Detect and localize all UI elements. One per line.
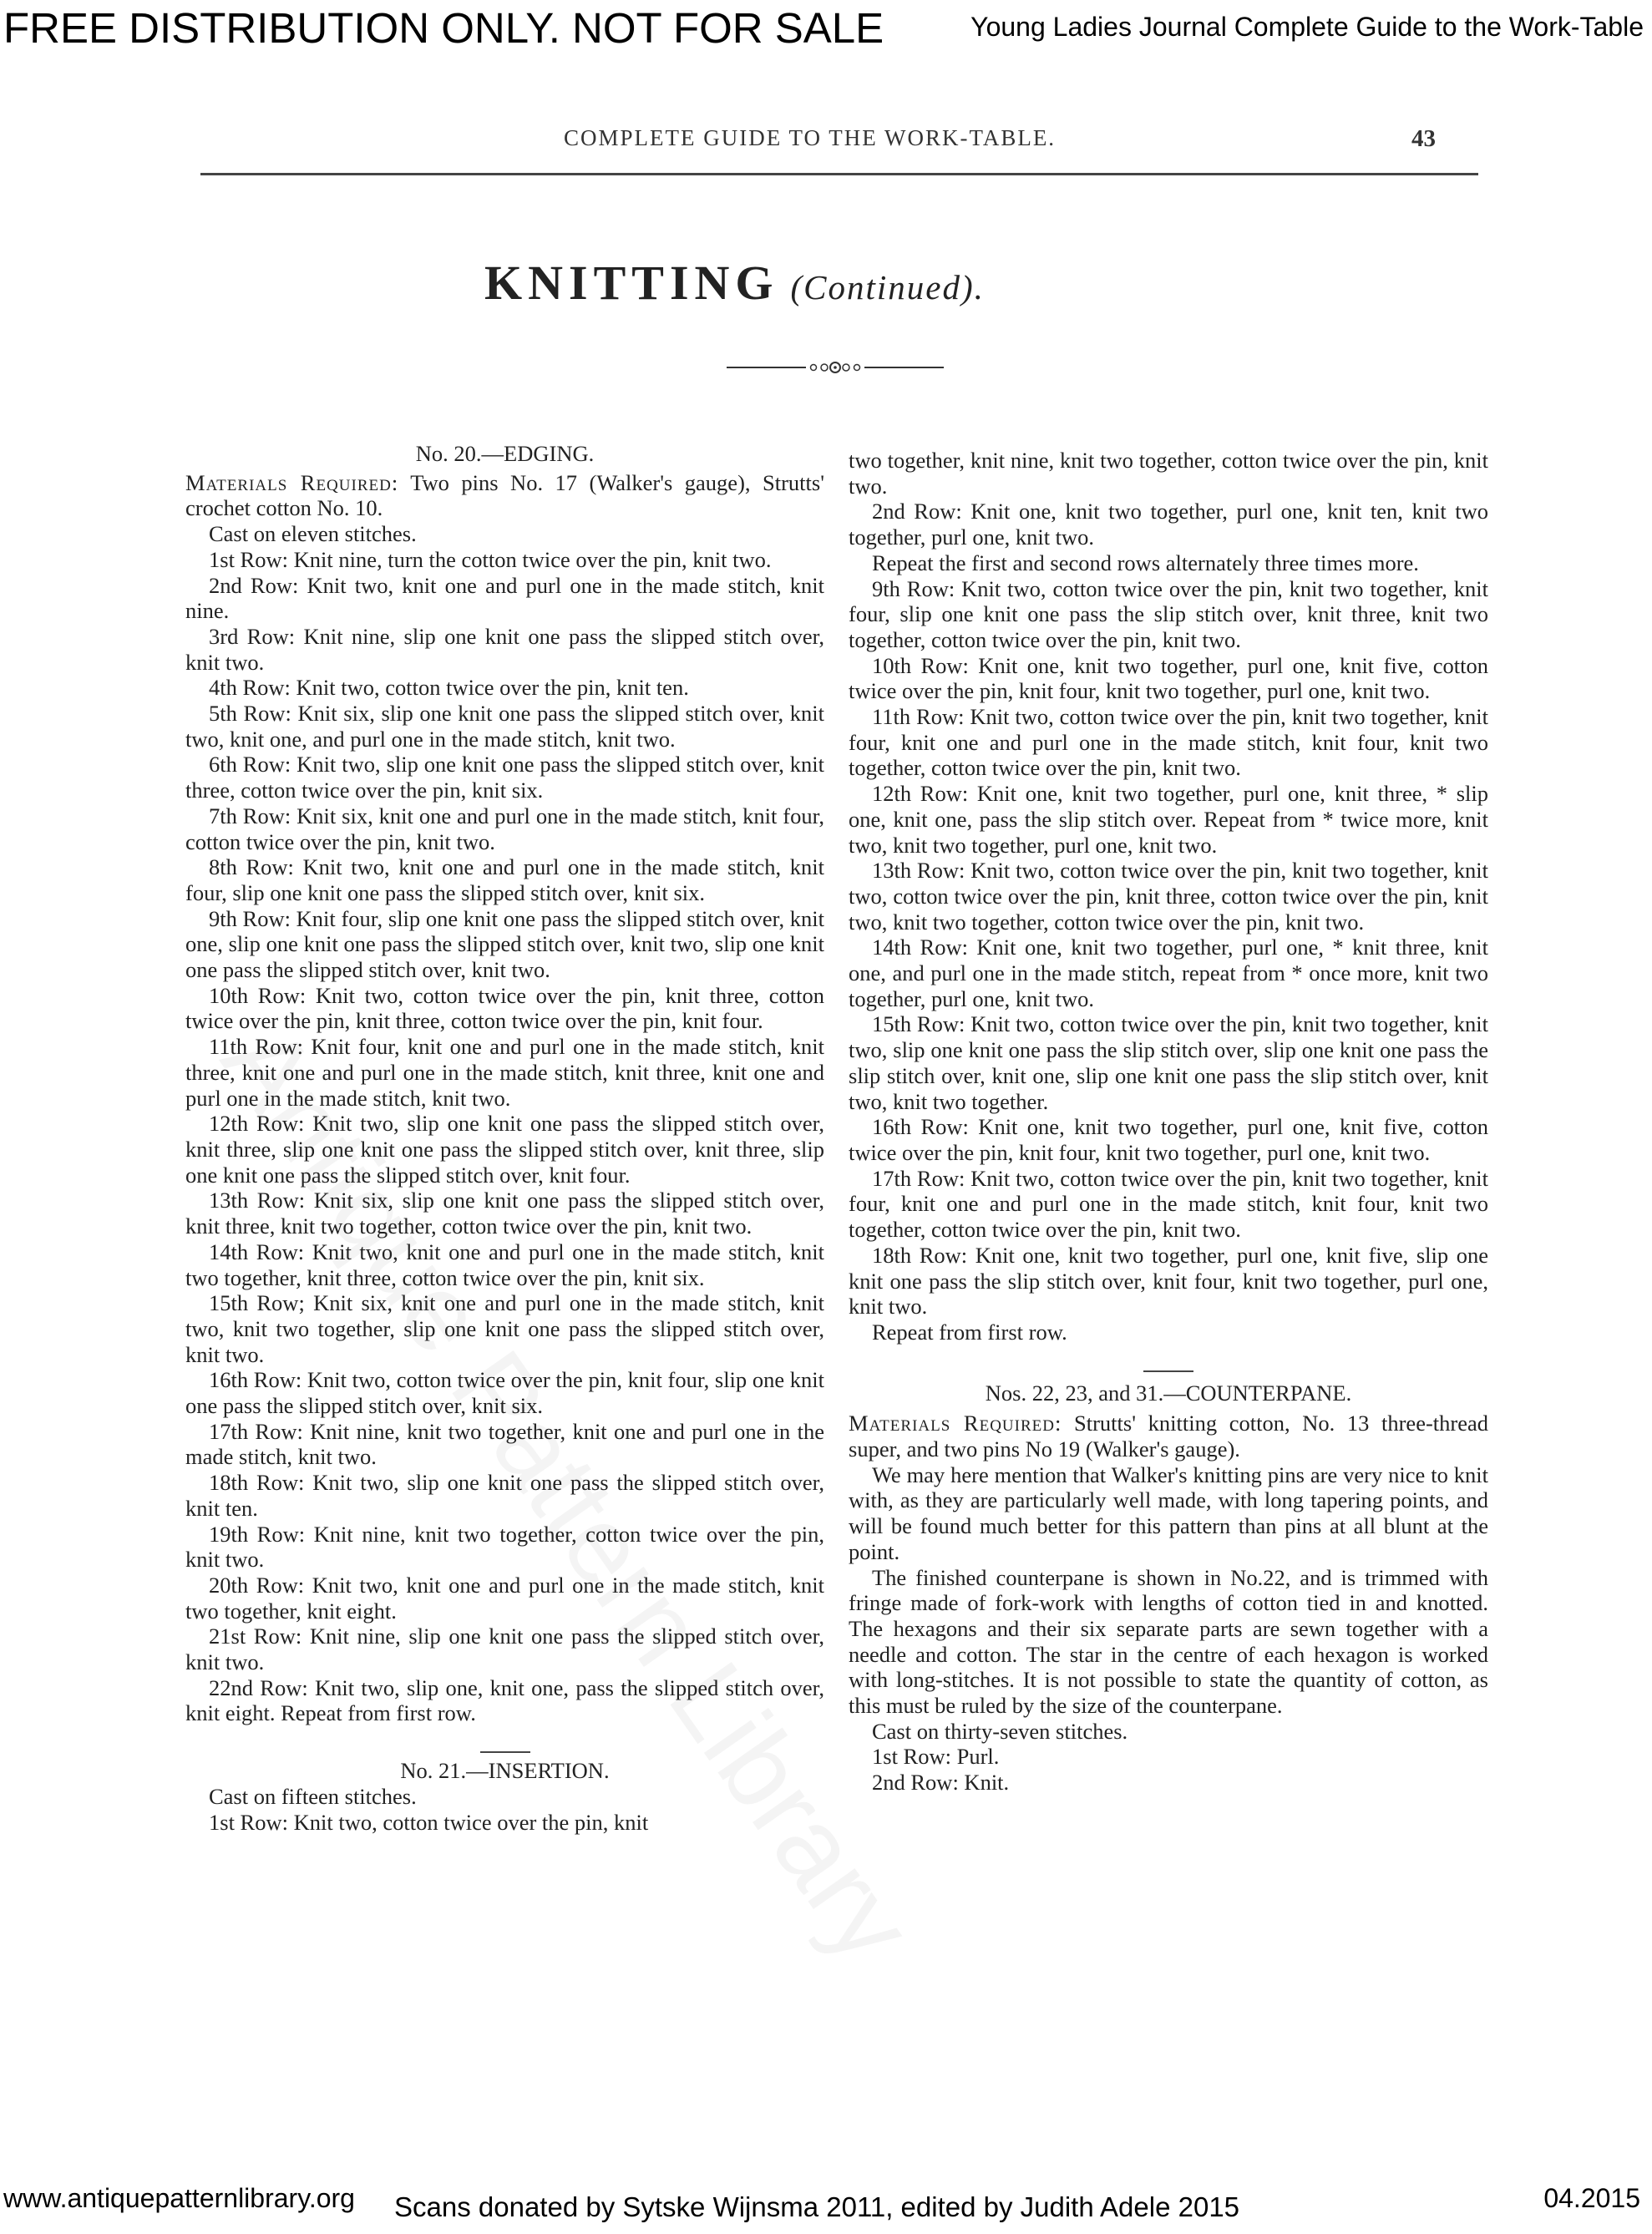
header-rule bbox=[200, 173, 1478, 175]
pattern-row: 10th Row: Knit one, knit two together, purl one, knit five, cotton twice over the pin, knit four, knit two together, purl one, knit two. bbox=[849, 652, 1488, 704]
edging-heading: No. 20.—EDGING. bbox=[415, 441, 595, 466]
pattern-row: 5th Row: Knit six, slip one knit one pass the slipped stitch over, knit two, knit one, and purl one in the made stitch, knit two. bbox=[185, 701, 824, 752]
running-head-title: COMPLETE GUIDE TO THE WORK-TABLE. bbox=[564, 125, 1057, 150]
pattern-row: 11th Row: Knit four, knit one and purl one in the made stitch, knit three, knit one and purl one in the made stitch, knit three, knit one and purl one in the made stitch, knit two. bbox=[185, 1034, 824, 1111]
book-title-header: Young Ladies Journal Complete Guide to the Work-Table bbox=[970, 12, 1644, 42]
pattern-row: 12th Row: Knit one, knit two together, purl one, knit three, * slip one, knit one, pass the slip stitch over. Repeat from * twice more, knit two, knit two together, purl one, knit two. bbox=[849, 781, 1488, 858]
materials-paragraph bbox=[185, 470, 824, 521]
pattern-row: 20th Row: Knit two, knit one and purl one in the made stitch, knit two together, knit eight. bbox=[185, 1572, 824, 1624]
materials-label: Materials Required: bbox=[185, 469, 399, 495]
materials-paragraph bbox=[849, 1411, 1488, 1461]
pattern-row: 10th Row: Knit two, cotton twice over the pin, knit three, cotton twice over the pin, knit three, cotton twice over the pin, knit four. bbox=[185, 982, 824, 1034]
pattern-row: 3rd Row: Knit nine, slip one knit one pass the slipped stitch over, knit two. bbox=[185, 623, 824, 675]
pattern-row: 9th Row: Knit two, cotton twice over the pin, knit two together, knit four, slip one knit one pass the slip stitch over, knit three, knit two together, cotton twice over the pin, knit two. bbox=[849, 575, 1488, 652]
insertion-cast-on: Cast on fifteen stitches. bbox=[209, 1783, 417, 1809]
pattern-row: 14th Row: Knit one, knit two together, purl one, * knit three, knit one, and purl one in the made stitch, repeat from * once more, knit two together, purl one, knit two. bbox=[849, 935, 1488, 1011]
pattern-row: 18th Row: Knit two, slip one knit one pass the slipped stitch over, knit ten. bbox=[185, 1470, 824, 1521]
continuation-text: two together, knit nine, knit two together, cotton twice over the pin, knit two. bbox=[849, 448, 1488, 499]
pattern-row: 21st Row: Knit nine, slip one knit one pass the slipped stitch over, knit two. bbox=[185, 1624, 824, 1675]
page-title bbox=[484, 255, 985, 311]
pattern-row: 16th Row: Knit two, cotton twice over the pin, knit four, slip one knit one pass the slipped stitch over, knit six. bbox=[185, 1367, 824, 1419]
cast-on-line: Cast on eleven stitches. bbox=[209, 521, 417, 547]
section-rule bbox=[480, 1751, 530, 1753]
pattern-row: 13th Row: Knit six, slip one knit one pass the slipped stitch over, knit three, knit two together, cotton twice over the pin, knit two. bbox=[185, 1188, 824, 1239]
materials-label: Materials Required: bbox=[849, 1411, 1062, 1436]
pattern-row: 4th Row: Knit two, cotton twice over the pin, knit ten. bbox=[209, 675, 689, 701]
pattern-row: 15th Row: Knit two, cotton twice over the pin, knit two together, knit two, slip one knit one pass the slip stitch over, slip one knit one pass the slip stitch over, knit one, slip one knit one pass the slip stitch over, knit two, knit two together. bbox=[849, 1011, 1488, 1114]
pattern-row: We may here mention that Walker's knitting pins are very nice to knit with, as they are particularly well made, with long tapering points, and will be found much better for this pattern than pins at all blunt at the point. bbox=[849, 1461, 1488, 1564]
pattern-row: The finished counterpane is shown in No.22, and is trimmed with fringe made of fork-work with lengths of cotton tied in and knotted. The hexagons and their six separate parts are sewn together with a needle and cotton. The star in the centre of each hexagon is worked with long-stitches. It is not possible to state the quantity of cotton, as this must be ruled by the size of the counterpane. bbox=[849, 1564, 1488, 1719]
pattern-row: 1st Row: Purl. bbox=[872, 1744, 1000, 1770]
pattern-row: 17th Row: Knit nine, knit two together, knit one and purl one in the made stitch, knit two. bbox=[185, 1418, 824, 1470]
edging-rows bbox=[185, 547, 824, 1726]
pattern-row: Repeat from first row. bbox=[872, 1319, 1067, 1345]
page-number: 43 bbox=[1411, 125, 1436, 152]
pattern-row: 13th Row: Knit two, cotton twice over the pin, knit two together, knit two, cotton twice over the pin, knit three, cotton twice over the pin, knit two, knit two together, cotton twice over the pin, knit two. bbox=[849, 858, 1488, 935]
pattern-row: 22nd Row: Knit two, slip one, knit one, pass the slipped stitch over, knit eight. Repeat from first row. bbox=[185, 1674, 824, 1726]
pattern-row: 17th Row: Knit two, cotton twice over the pin, knit two together, knit four, knit one and purl one in the made stitch, knit four, knit two together, cotton twice over the pin, knit two. bbox=[849, 1165, 1488, 1243]
pattern-row: 11th Row: Knit two, cotton twice over the pin, knit two together, knit four, knit one and purl one in the made stitch, knit four, knit two together, cotton twice over the pin, knit two. bbox=[849, 704, 1488, 781]
pattern-row: Repeat the first and second rows alternately three times more. bbox=[872, 550, 1419, 575]
counterpane-heading: Nos. 22, 23, and 31.—COUNTERPANE. bbox=[985, 1380, 1352, 1406]
footer-date: 04.2015 bbox=[1543, 2183, 1640, 2213]
section-rule bbox=[1143, 1370, 1193, 1372]
running-head bbox=[0, 125, 1652, 167]
pattern-row: 2nd Row: Knit. bbox=[872, 1770, 1010, 1796]
pattern-row: 16th Row: Knit one, knit two together, purl one, knit five, cotton twice over the pin, knit four, knit two together, purl one, knit two. bbox=[849, 1114, 1488, 1165]
insertion-rows bbox=[849, 499, 1488, 1345]
pattern-row: 14th Row: Knit two, knit one and purl one in the made stitch, knit two together, knit three, cotton twice over the pin, knit six. bbox=[185, 1239, 824, 1290]
footer bbox=[0, 2180, 1652, 2230]
pattern-row: 8th Row: Knit two, knit one and purl one in the made stitch, knit four, slip one knit one pass the slipped stitch over, knit six. bbox=[185, 854, 824, 905]
left-column bbox=[185, 441, 824, 1835]
insertion-first-row: 1st Row: Knit two, cotton twice over the pin, knit bbox=[209, 1809, 649, 1835]
pattern-row: 15th Row; Knit six, knit one and purl one in the made stitch, knit two, knit two together, slip one knit one pass the slipped stitch over, knit two. bbox=[185, 1290, 824, 1367]
right-column bbox=[849, 448, 1488, 1796]
top-banner bbox=[0, 0, 1652, 60]
pattern-row: Cast on thirty-seven stitches. bbox=[872, 1718, 1128, 1744]
counterpane-paragraphs bbox=[849, 1462, 1488, 1796]
pattern-row: 2nd Row: Knit one, knit two together, purl one, knit ten, knit two together, purl one, knit two. bbox=[849, 499, 1488, 550]
footer-credits: Scans donated by Sytske Wijnsma 2011, edited by Judith Adele 2015 bbox=[394, 2191, 1240, 2222]
pattern-row: 6th Row: Knit two, slip one knit one pass the slipped stitch over, knit three, cotton twice over the pin, knit six. bbox=[185, 752, 824, 803]
footer-url: www.antiquepatternlibrary.org bbox=[3, 2183, 355, 2213]
pattern-row: 19th Row: Knit nine, knit two together, cotton twice over the pin, knit two. bbox=[185, 1521, 824, 1573]
page-title-continued: (Continued). bbox=[790, 268, 985, 306]
pattern-row: 9th Row: Knit four, slip one knit one pass the slipped stitch over, knit one, slip one knit one pass the slipped stitch over, knit two, slip one knit one pass the slipped stitch over, knit two. bbox=[185, 905, 824, 983]
ornament-divider bbox=[727, 357, 944, 377]
pattern-row: 2nd Row: Knit two, knit one and purl one in the made stitch, knit nine. bbox=[185, 572, 824, 624]
pattern-row: 18th Row: Knit one, knit two together, purl one, knit five, slip one knit one pass the slip stitch over, knit four, knit two together, purl one, knit two. bbox=[849, 1242, 1488, 1320]
page-title-main: KNITTING bbox=[484, 256, 779, 310]
insertion-heading: No. 21.—INSERTION. bbox=[400, 1758, 610, 1784]
materials-text: Strutts' knitting cotton, No. 13 three-thread super, and two pins No 19 (Walker's gauge). bbox=[849, 1411, 1488, 1462]
pattern-row: 1st Row: Knit nine, turn the cotton twice over the pin, knit two. bbox=[209, 546, 772, 572]
distribution-notice: FREE DISTRIBUTION ONLY. NOT FOR SALE bbox=[3, 4, 884, 52]
materials-text: Two pins No. 17 (Walker's gauge), Strutts' crochet cotton No. 10. bbox=[185, 469, 824, 521]
pattern-row: 7th Row: Knit six, knit one and purl one in the made stitch, knit four, cotton twice over the pin, knit two. bbox=[185, 803, 824, 854]
pattern-row: 12th Row: Knit two, slip one knit one pass the slipped stitch over, knit three, slip one knit one pass the slipped stitch over, knit three, slip one knit one pass the slipped stitch over, knit four. bbox=[185, 1111, 824, 1188]
